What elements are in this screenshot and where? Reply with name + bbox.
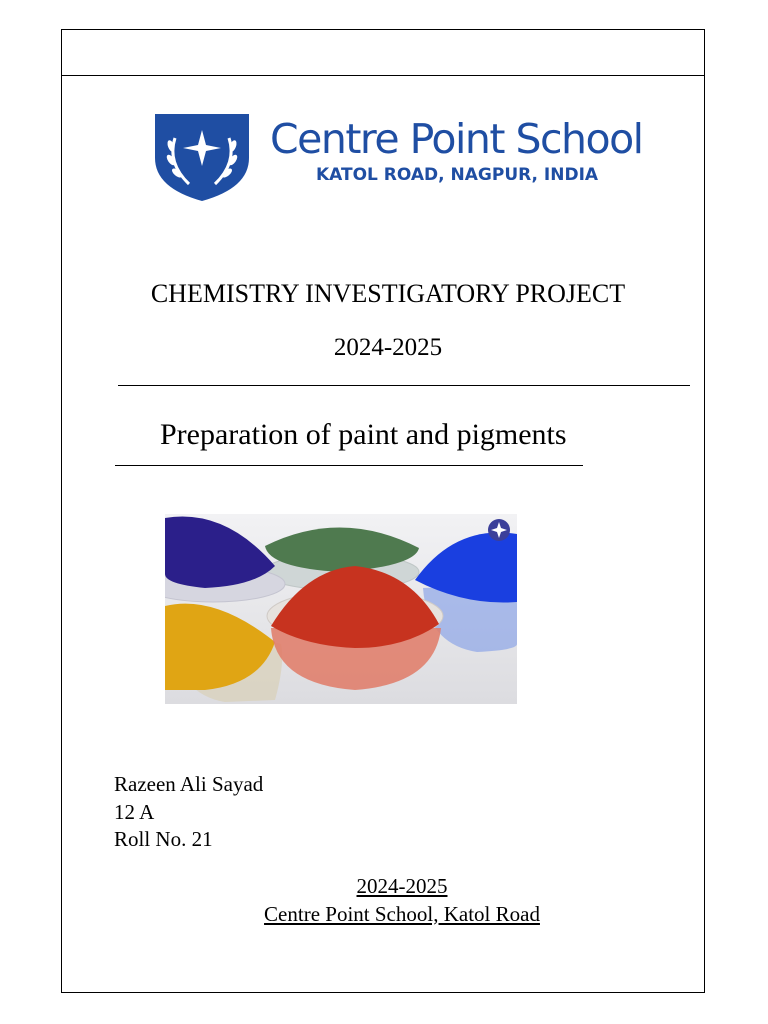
student-roll: Roll No. 21 — [114, 827, 213, 851]
school-logo — [150, 103, 660, 213]
student-class: 12 A — [114, 799, 155, 824]
student-info — [114, 771, 263, 854]
header-divider — [61, 75, 705, 76]
title-divider — [118, 385, 690, 386]
project-topic: Preparation of paint and pigments — [160, 418, 567, 451]
pigment-bowls-photo — [165, 514, 517, 704]
shield-emblem-icon — [153, 108, 251, 202]
footer-year: 2024-2025 — [356, 874, 448, 898]
topic-underline — [115, 465, 583, 466]
school-address: KATOL ROAD, NAGPUR, INDIA — [316, 165, 599, 185]
footer-school: Centre Point School, Katol Road — [264, 901, 540, 926]
student-name: Razeen Ali Sayad — [114, 772, 264, 796]
school-name: Centre Point School — [270, 115, 643, 163]
session-year: 2024-2025 — [333, 334, 443, 361]
footer — [0, 873, 768, 928]
project-title: CHEMISTRY INVESTIGATORY PROJECT — [150, 279, 626, 308]
